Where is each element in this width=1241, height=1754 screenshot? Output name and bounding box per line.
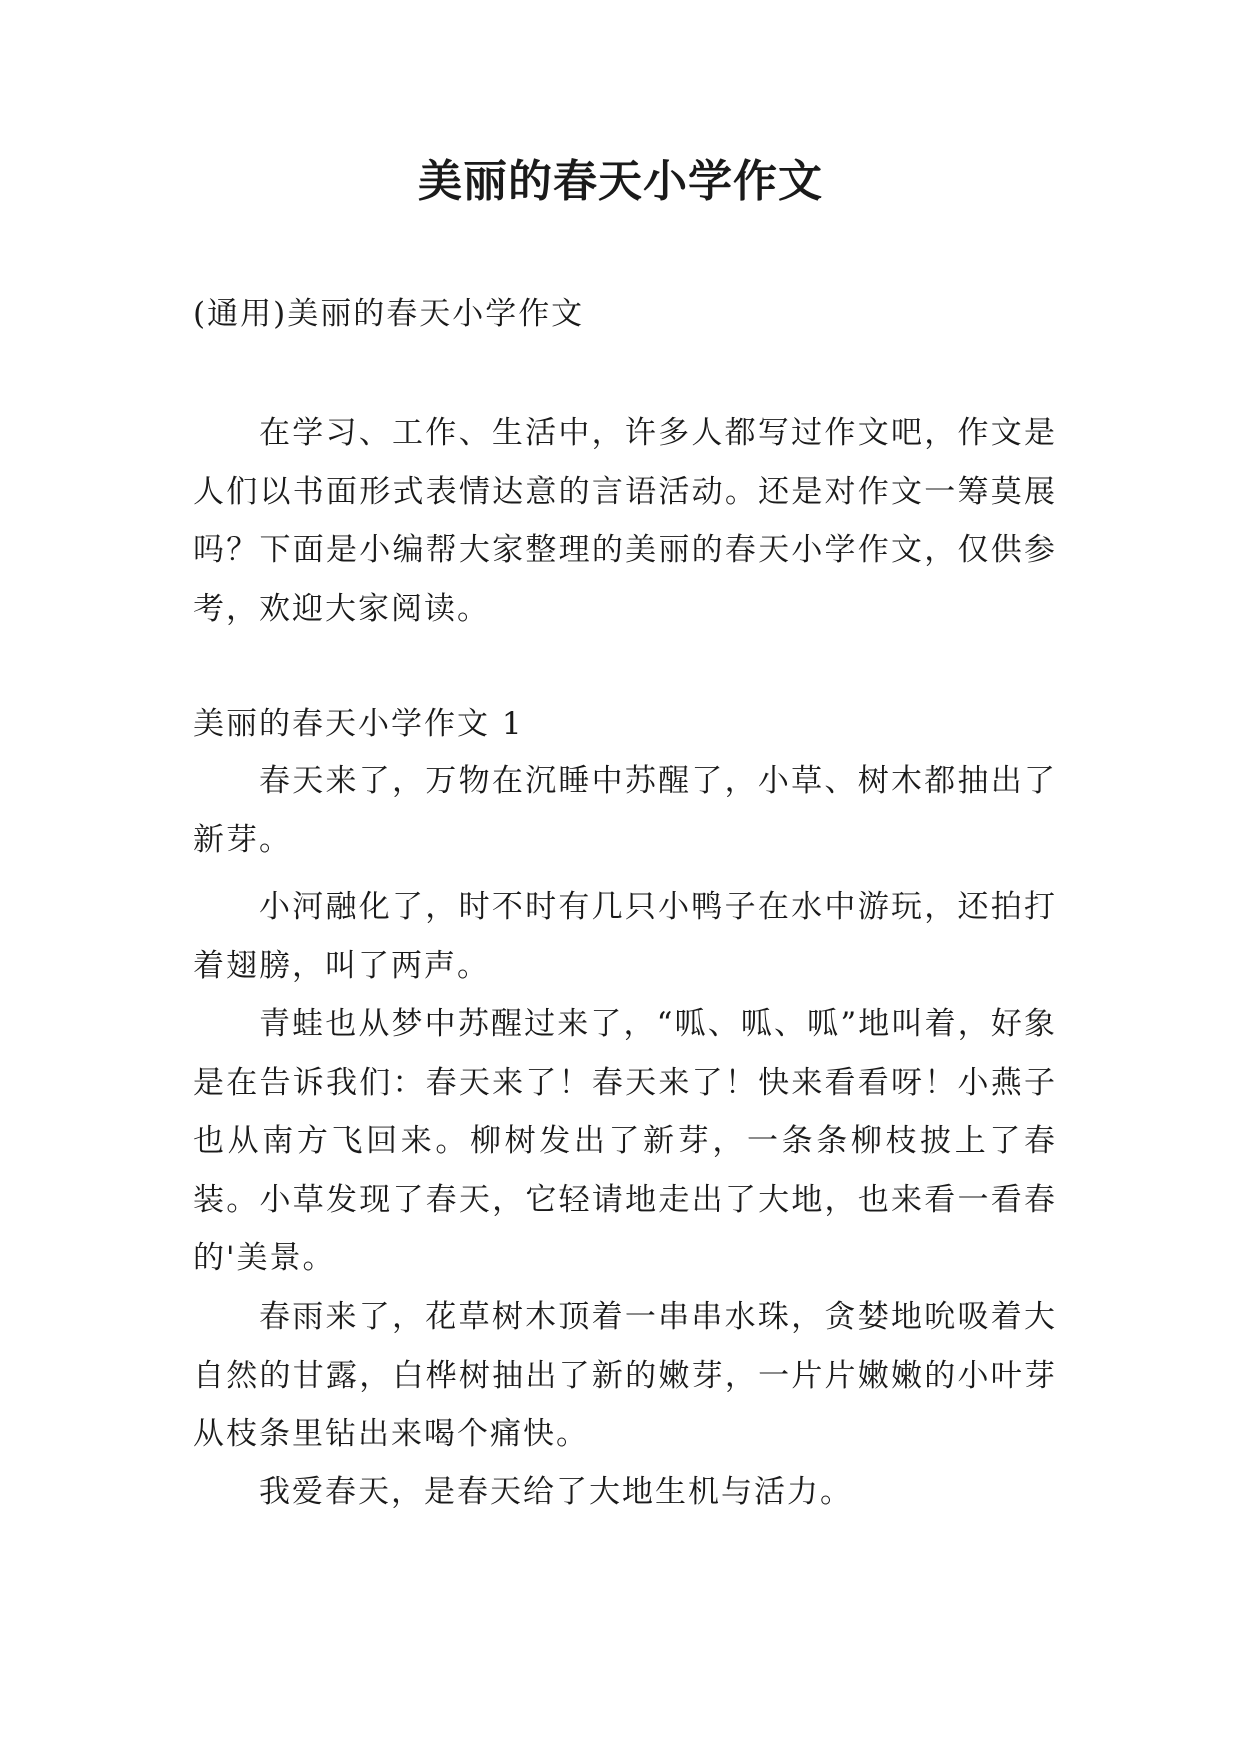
- body-paragraph: 我爱春天，是春天给了大地生机与活力。: [259, 1474, 853, 1510]
- document-title: 美丽的春天小学作文: [418, 156, 823, 207]
- document-subtitle: (通用)美丽的春天小学作文: [193, 296, 585, 332]
- intro-paragraph: 在学习、工作、生活中，许多人都写过作文吧，作文是人们以书面形式表情达意的言语活动。还是对作文一筹莫展吗？下面是小编帮大家整理的美丽的春天小学作文，仅供参考，欢迎大家阅读。: [193, 415, 1057, 627]
- body-paragraph: 小河融化了，时不时有几只小鸭子在水中游玩，还拍打着翅膀，叫了两声。: [193, 889, 1057, 984]
- section-heading: 美丽的春天小学作文 1: [193, 706, 524, 742]
- body-paragraph: 青蛙也从梦中苏醒过来了，“呱、呱、呱”地叫着，好象是在告诉我们：春天来了！春天来了！快来看看呀！小燕子也从南方飞回来。柳树发出了新芽，一条条柳枝披上了春装。小草发现了春天，它轻请地走出了大地，也来看一看春的'美景。: [193, 1006, 1057, 1277]
- body-paragraph: 春天来了，万物在沉睡中苏醒了，小草、树木都抽出了新芽。: [193, 763, 1057, 858]
- body-paragraph: 春雨来了，花草树木顶着一串串水珠，贪婪地吮吸着大自然的甘露，白桦树抽出了新的嫩芽，一片片嫩嫩的小叶芽从枝条里钻出来喝个痛快。: [193, 1299, 1057, 1453]
